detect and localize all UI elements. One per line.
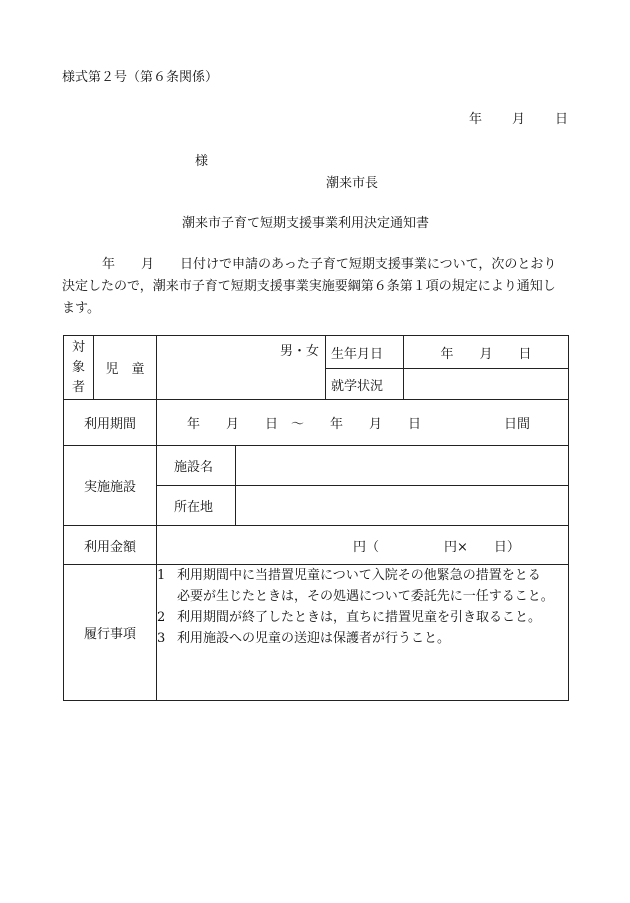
- fee-row: [64, 526, 569, 565]
- gender-cell: [157, 336, 326, 400]
- fee-value: 円（ 円× 日）: [157, 526, 569, 565]
- duty-item: 1 利用期間中に当措置児童について入院その他緊急の措置をとる 必要が生じたときは，その処遇について委託先に一任すること。: [157, 568, 554, 604]
- body-line-2: 決定したので，潮来市子育て短期支援事業実施要綱第６条第１項の規定により通知し: [62, 279, 556, 294]
- addressee-suffix: 様: [195, 154, 209, 169]
- facility-address-value: [236, 486, 569, 526]
- duties-label: 履行事項: [64, 565, 157, 701]
- form-number: 様式第２号（第６条関係）: [62, 70, 219, 85]
- child-label: 児 童: [94, 336, 157, 400]
- birthdate-label: 生年月日: [326, 336, 404, 369]
- sender-name: 潮来市長: [326, 176, 379, 191]
- subject-row-1: [64, 336, 569, 369]
- duty-item: 2 利用期間が終了したときは，直ちに措置児童を引き取ること。: [157, 610, 542, 625]
- facility-name-label: 施設名: [157, 446, 236, 486]
- facility-label: 実施施設: [64, 446, 157, 526]
- body-line-3: ます。: [62, 301, 100, 316]
- duties-row: [64, 565, 569, 701]
- fee-label: 利用金額: [64, 526, 157, 565]
- notice-body: [62, 254, 568, 320]
- facility-name-value: [236, 446, 569, 486]
- date-month: 月: [512, 112, 526, 127]
- facility-row-1: [64, 446, 569, 486]
- document-title: 潮来市子育て短期支援事業利用決定通知書: [182, 216, 430, 231]
- period-days: 日間: [504, 417, 531, 432]
- date-day: 日: [555, 112, 569, 127]
- date-year: 年: [469, 112, 483, 127]
- decision-table: [63, 335, 569, 701]
- subject-label: 対 象 者: [64, 336, 94, 400]
- period-range: 年 月 日 ～ 年 月 日: [187, 417, 422, 432]
- school-status-label: 就学状況: [326, 369, 404, 400]
- period-row: [64, 400, 569, 446]
- period-cell: [157, 400, 569, 446]
- duty-item: 3 利用施設への児童の送迎は保護者が行うこと。: [157, 631, 451, 646]
- facility-address-label: 所在地: [157, 486, 236, 526]
- period-label: 利用期間: [64, 400, 157, 446]
- issue-date: [469, 108, 568, 127]
- school-status-value: [404, 369, 569, 400]
- gender-options: 男・女: [280, 344, 320, 359]
- duties-list: [157, 565, 569, 701]
- body-line-1: 年 月 日付けで申請のあった子育て短期支援事業について，次のとおり: [102, 257, 557, 272]
- birthdate-value: 年 月 日: [404, 336, 569, 369]
